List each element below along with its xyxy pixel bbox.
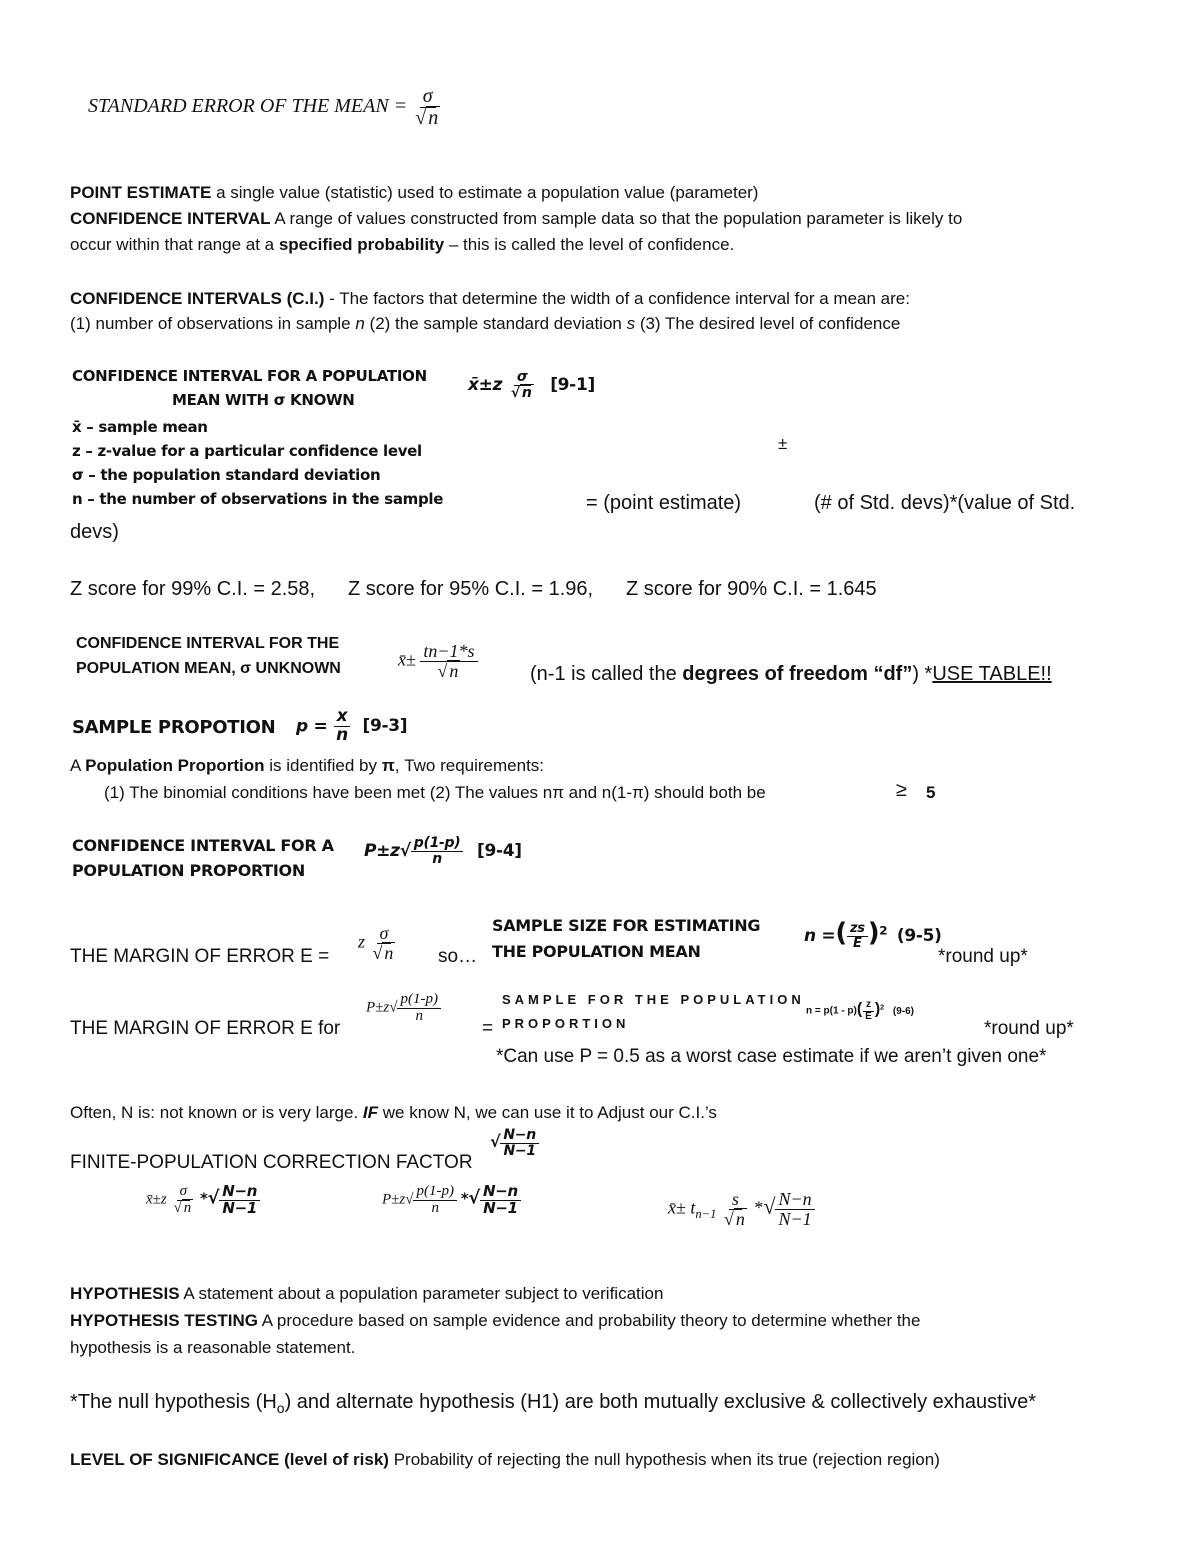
pp-l1a: A bbox=[70, 756, 86, 775]
factors-l2b: (2) the sample standard deviation bbox=[364, 314, 627, 333]
moe-num: σ bbox=[377, 924, 392, 944]
fpc-formula-mean-known: x̄±z $\frac{\sigma}{√ n}$ *√ $\frac{N-n}{N-1}$ bbox=[146, 1184, 260, 1217]
confidence-interval-line-2 bbox=[70, 235, 734, 255]
ci-known-fraction bbox=[508, 370, 537, 400]
sp-fraction bbox=[862, 1000, 875, 1022]
fpc-f3-fraction bbox=[721, 1190, 750, 1229]
pp-l1c: is identified by bbox=[264, 756, 382, 775]
sp-num: z bbox=[863, 1000, 874, 1012]
hypothesis-testing-line-1 bbox=[70, 1311, 920, 1331]
fpc-f3-star: * bbox=[754, 1197, 764, 1218]
fpc-l1c: we know N, we can use it to Adjust our C.I.’s bbox=[378, 1103, 717, 1122]
moe-den: √ n bbox=[372, 942, 394, 963]
fpc-fraction bbox=[500, 1128, 539, 1158]
ss-den: E bbox=[853, 935, 862, 951]
fpc-f2-num: p(1-p) bbox=[413, 1184, 457, 1201]
ci-prop-fraction bbox=[411, 836, 464, 866]
df-note bbox=[530, 663, 1052, 686]
sem-fraction bbox=[412, 86, 443, 129]
ci-unknown-title-2: POPULATION MEAN, σ UNKNOWN bbox=[76, 660, 341, 677]
fpc-num: N−n bbox=[500, 1128, 539, 1144]
factors-l2a: (1) number of observations in sample bbox=[70, 314, 356, 333]
hypothesis-term: HYPOTHESIS bbox=[70, 1284, 180, 1303]
fpc-f1-correction bbox=[219, 1184, 260, 1217]
hypothesis-line bbox=[70, 1284, 663, 1304]
sp-formula: n = p(1 - p) bbox=[806, 1005, 857, 1017]
ci-proportion-title-2: POPULATION PROPORTION bbox=[72, 861, 305, 880]
fpc-title: FINITE-POPULATION CORRECTION FACTOR bbox=[70, 1152, 473, 1173]
sample-size-formula: n =( $\frac{zs}{E}$ )$^2$ (9-5) bbox=[804, 918, 942, 951]
legend-item: σ – the population standard deviation bbox=[72, 466, 381, 484]
point-estimate-term: POINT ESTIMATE bbox=[70, 183, 212, 202]
ci-prop-lhs: P±z bbox=[364, 841, 400, 862]
fpc-f2-correction bbox=[480, 1184, 521, 1217]
fpc-f1-num: σ bbox=[177, 1184, 190, 1201]
round-up-note-2: *round up* bbox=[984, 1018, 1074, 1039]
ss-num: zs bbox=[847, 922, 868, 937]
los-text: Probability of rejecting the null hypothesis when its true (rejection region) bbox=[388, 1450, 940, 1469]
population-proportion-line bbox=[70, 756, 544, 776]
plus-minus-symbol: ± bbox=[778, 434, 788, 453]
df-note-c: ) * bbox=[912, 663, 933, 685]
proportion-den: n bbox=[336, 724, 348, 745]
moe-fraction bbox=[370, 924, 399, 963]
ci-prop-den: n bbox=[432, 850, 442, 867]
binomial-conditions-line: (1) The binomial conditions have been met (2) The values nπ and n(1-π) should both be bbox=[104, 783, 766, 802]
df-note-b: degrees of freedom “df” bbox=[682, 663, 913, 685]
confidence-interval-term: CONFIDENCE INTERVAL bbox=[70, 209, 271, 228]
fpc-radical: √ $\frac{N-n}{N-1}$ bbox=[490, 1128, 539, 1158]
ci-factors-text: - The factors that determine the width of a confidence interval for a mean are: bbox=[324, 289, 910, 308]
ci-unknown-num: tn−1*s bbox=[420, 642, 477, 662]
ci-unknown-den: √ n bbox=[437, 660, 459, 681]
standard-error-formula bbox=[88, 86, 443, 129]
hypothesis-testing-text-1: A procedure based on sample evidence and probability theory to determine whether the bbox=[257, 1311, 921, 1330]
worst-case-note: *Can use P = 0.5 as a worst case estimate if we aren’t given one* bbox=[496, 1046, 1047, 1067]
moe-p-fraction bbox=[397, 992, 441, 1025]
fpc-l1a: Often, N is: not known or is very large. bbox=[70, 1103, 363, 1122]
margin-of-error-formula bbox=[358, 924, 398, 963]
margin-of-error-label: THE MARGIN OF ERROR E = bbox=[70, 946, 330, 967]
point-estimate-eq: = (point estimate) bbox=[586, 492, 742, 514]
fpc-formula-proportion: P±z√ $\frac{p(1-p)}{n}$ *√ $\frac{N-n}{N-1}$ bbox=[382, 1184, 521, 1217]
proportion-fraction bbox=[333, 708, 351, 745]
equals-sign: = bbox=[482, 1018, 494, 1039]
pp-l1b: Population Proportion bbox=[85, 756, 265, 775]
ss-pow: 2 bbox=[879, 923, 888, 938]
null-sub: o bbox=[276, 1400, 285, 1416]
proportion-ref: [9-3] bbox=[362, 716, 408, 737]
fpc-f3-corr-num: N−n bbox=[775, 1190, 814, 1210]
hypothesis-testing-term: HYPOTHESIS TESTING bbox=[70, 1311, 258, 1330]
confidence-interval-text-1: A range of values constructed from sample data so that the population parameter is likely to bbox=[270, 209, 963, 228]
legend-item: n – the number of observations in the sample bbox=[72, 490, 444, 508]
ci-text-2c: – this is called the level of confidence. bbox=[444, 235, 735, 254]
moe-radicand: n bbox=[384, 942, 394, 963]
ci-factors-term: CONFIDENCE INTERVALS (C.I.) bbox=[70, 289, 325, 308]
pp-l1e: , Two requirements: bbox=[394, 756, 545, 775]
ci-known-den: √ n bbox=[510, 384, 532, 401]
z-score-99: Z score for 99% C.I. = 2.58, bbox=[70, 578, 316, 600]
ci-unknown-lhs: x̄± bbox=[398, 649, 416, 670]
ss-fraction bbox=[847, 922, 868, 950]
point-estimate-line bbox=[70, 183, 758, 203]
ci-prop-ref: [9-4] bbox=[476, 841, 522, 862]
fpc-f1-lhs: x̄±z bbox=[146, 1191, 167, 1208]
los-term: LEVEL OF SIGNIFICANCE (level of risk) bbox=[70, 1450, 389, 1469]
std-devs-eq-cont: devs) bbox=[70, 521, 119, 543]
factors-n: n bbox=[355, 314, 365, 333]
fpc-f2-corr-num: N−n bbox=[480, 1184, 521, 1201]
confidence-interval-line-1 bbox=[70, 209, 962, 229]
fpc-formula-mean-unknown: x̄± $t_{n-1}$ $\frac{s}{√ n}$ *√ $\frac{N-n}{N-1}$ bbox=[668, 1190, 815, 1229]
ci-unknown-radicand: n bbox=[449, 660, 459, 681]
round-up-note-1: *round up* bbox=[938, 946, 1028, 967]
ci-known-radicand: n bbox=[521, 384, 532, 401]
ci-known-formula bbox=[468, 370, 595, 400]
null-b: ) and alternate hypothesis (H1) are both mutually exclusive & collectively exhaustive* bbox=[284, 1391, 1037, 1413]
point-estimate-text: a single value (statistic) used to estimate a population value (parameter) bbox=[211, 183, 759, 202]
fpc-f3-radicand: n bbox=[735, 1208, 745, 1229]
legend-item: x̄ – sample mean bbox=[72, 418, 208, 436]
moe-proportion-formula: P±z√ $\frac{p(1-p)}{n}$ bbox=[366, 992, 441, 1025]
sem-label: STANDARD ERROR OF THE MEAN = bbox=[88, 95, 408, 118]
fpc-f1-fraction bbox=[170, 1184, 196, 1217]
fpc-f1-radicand: n bbox=[183, 1199, 192, 1216]
ci-text-2b: specified probability bbox=[278, 235, 445, 254]
ci-text-2a: occur within that range at a bbox=[70, 235, 279, 254]
ci-factors-line-2 bbox=[70, 314, 900, 334]
std-devs-eq: (# of Std. devs)*(value of Std. bbox=[814, 492, 1076, 514]
sp-den: E bbox=[865, 1010, 872, 1022]
factors-s: s bbox=[626, 314, 636, 333]
ss-ref: (9-5) bbox=[896, 926, 942, 946]
proportion-num: x bbox=[334, 708, 351, 727]
ci-known-title-1: CONFIDENCE INTERVAL FOR A POPULATION bbox=[72, 367, 427, 385]
legend-item: z – z-value for a particular confidence level bbox=[72, 442, 422, 460]
sp-ref: (9-6) bbox=[892, 1005, 914, 1017]
level-of-significance-line bbox=[70, 1450, 940, 1470]
sqrt-icon: √ bbox=[415, 107, 427, 129]
sample-proportion-formula bbox=[296, 708, 407, 745]
sample-proportion-size-title-1: SAMPLE FOR THE POPULATION bbox=[502, 992, 805, 1007]
use-table-note: USE TABLE!! bbox=[932, 663, 1052, 685]
fpc-f1-den: √ n bbox=[173, 1199, 192, 1216]
sample-size-title-2: THE POPULATION MEAN bbox=[492, 942, 701, 961]
ci-proportion-title-1: CONFIDENCE INTERVAL FOR A bbox=[72, 836, 334, 855]
geq-five: 5 bbox=[926, 783, 936, 802]
fpc-f3-lhs: x̄± t bbox=[668, 1197, 696, 1218]
pp-l1d: π bbox=[381, 756, 395, 775]
fpc-f2-fraction bbox=[413, 1184, 457, 1217]
null-a: *The null hypothesis (H bbox=[70, 1391, 277, 1413]
so-text: so… bbox=[438, 946, 478, 967]
ss-lhs: n = bbox=[804, 926, 836, 946]
fpc-l1b: IF bbox=[362, 1103, 379, 1122]
sp-pow: 2 bbox=[880, 1004, 885, 1012]
ci-known-ref: [9-1] bbox=[550, 375, 595, 396]
hypothesis-text: A statement about a population parameter subject to verification bbox=[179, 1284, 664, 1303]
moe-z: z bbox=[358, 931, 366, 952]
margin-of-error-proportion-label: THE MARGIN OF ERROR E for bbox=[70, 1018, 341, 1039]
fpc-f3-sub: n−1 bbox=[695, 1207, 717, 1222]
ci-known-lhs: x̄±z bbox=[468, 375, 503, 396]
fpc-f2-lhs: P±z bbox=[382, 1191, 406, 1208]
fpc-f3-corr-den: N−1 bbox=[778, 1208, 812, 1229]
fpc-f3-den: √ n bbox=[723, 1208, 745, 1229]
ci-prop-num: p(1-p) bbox=[411, 836, 464, 852]
fpc-f1-corr-den: N−1 bbox=[222, 1198, 258, 1217]
ci-proportion-formula: P±z√ $\frac{p(1-p)}{n}$ [9-4] bbox=[364, 835, 522, 867]
ci-unknown-title-1: CONFIDENCE INTERVAL FOR THE bbox=[76, 635, 340, 652]
moe-p-num: p(1-p) bbox=[397, 992, 441, 1009]
proportion-lhs: p = bbox=[296, 716, 328, 737]
fpc-f1-corr-num: N−n bbox=[219, 1184, 260, 1201]
ci-unknown-formula bbox=[398, 642, 478, 681]
sample-proportion-size-formula: n = p(1 - p)( $\frac{z}{E}$ )$^2$ (9-6) bbox=[806, 999, 914, 1022]
fpc-den: N−1 bbox=[503, 1142, 536, 1159]
hypothesis-testing-line-2: hypothesis is a reasonable statement. bbox=[70, 1338, 356, 1357]
z-score-95: Z score for 95% C.I. = 1.96, bbox=[348, 578, 594, 600]
fpc-f2-den: n bbox=[431, 1199, 439, 1216]
fpc-f1-star: * bbox=[199, 1189, 208, 1208]
fpc-f2-corr-den: N−1 bbox=[483, 1198, 518, 1217]
geq-symbol: ≥ bbox=[896, 779, 907, 801]
moe-p-lhs: P±z bbox=[366, 999, 390, 1016]
ci-known-num: σ bbox=[514, 370, 531, 386]
sem-numerator: σ bbox=[420, 86, 436, 108]
ci-factors-line-1 bbox=[70, 289, 910, 309]
fpc-f3-num: s bbox=[729, 1190, 742, 1210]
sample-proportion-title: SAMPLE PROPOTION bbox=[72, 717, 276, 738]
z-score-90: Z score for 90% C.I. = 1.645 bbox=[626, 578, 877, 600]
df-note-a: (n-1 is called the bbox=[530, 663, 683, 685]
fpc-f3-correction bbox=[775, 1190, 814, 1229]
moe-p-den: n bbox=[415, 1007, 423, 1024]
null-hypothesis-note bbox=[70, 1391, 1036, 1416]
sample-proportion-size-title-2: PROPORTION bbox=[502, 1016, 630, 1031]
sem-radicand: n bbox=[428, 107, 439, 129]
ci-known-title-2: MEAN WITH σ KNOWN bbox=[172, 391, 355, 409]
ci-unknown-fraction bbox=[420, 642, 477, 681]
fpc-f2-star: * bbox=[460, 1189, 469, 1208]
fpc-intro-line bbox=[70, 1103, 717, 1123]
sample-size-title-1: SAMPLE SIZE FOR ESTIMATING bbox=[492, 916, 761, 935]
sem-denominator bbox=[412, 108, 443, 129]
factors-l2c: (3) The desired level of confidence bbox=[635, 314, 901, 333]
